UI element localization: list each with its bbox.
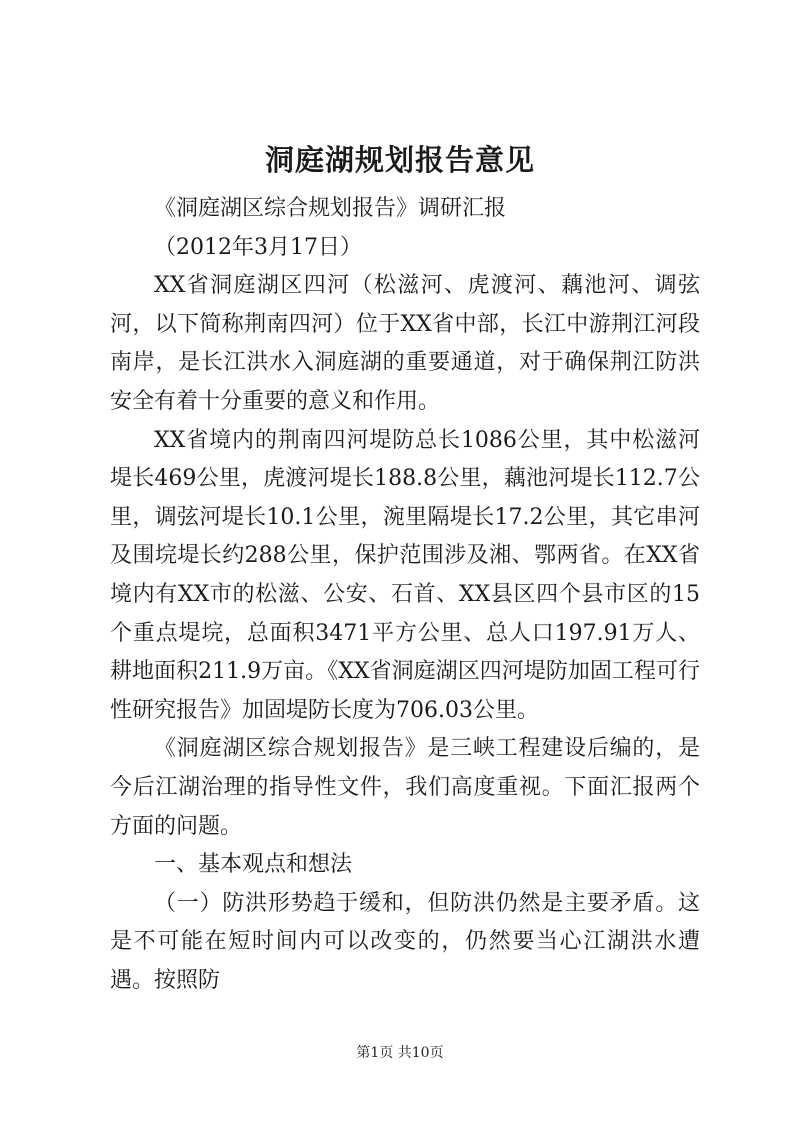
report-subtitle: 《洞庭湖区综合规划报告》调研汇报 bbox=[154, 196, 507, 221]
paragraph-levee-statistics: XX省境内的荆南四河堤防总长1086公里，其中松滋河堤长469公里，虎渡河堤长188.8公里，藕池河堤长112.7公里，调弦河堤长10.1公里，涴里隔堤长17.2公里，其它串河及围垸堤长约288公里，保护范围涉及湘、鄂两省。在XX省境内有XX市的松滋、公安、石首、XX县区四个县市区的15个重点堤垸，总面积3471平方公里、总人口197.91万人、耕地面积211.9万亩。《XX省洞庭湖区四河堤防加固工程可行性研究报告》加固堤防长度为706.03公里。 bbox=[110, 427, 700, 723]
paragraph-flood-situation: （一）防洪形势趋于缓和，但防洪仍然是主要矛盾。这是不可能在短时间内可以改变的，仍然要当心江湖洪水遭遇。按照防 bbox=[110, 890, 700, 993]
document-title: 洞庭湖规划报告意见 bbox=[264, 143, 535, 177]
report-date: （2012年3月17日） bbox=[154, 234, 362, 260]
page-footer: 第1页 共10页 bbox=[356, 1045, 444, 1061]
section-heading-basic-views: 一、基本观点和想法 bbox=[154, 852, 353, 878]
paragraph-report-importance: 《洞庭湖区综合规划报告》是三峡工程建设后编的，是今后江湖治理的指导性文件，我们高度重视。下面汇报两个方面的问题。 bbox=[110, 736, 700, 839]
document-body bbox=[110, 190, 700, 1000]
paragraph-overview: XX省洞庭湖区四河（松滋河、虎渡河、藕池河、调弦河，以下简称荆南四河）位于XX省中部，长江中游荆江河段南岸，是长江洪水入洞庭湖的重要通道，对于确保荆江防洪安全有着十分重要的意义和作用。 bbox=[110, 273, 700, 414]
